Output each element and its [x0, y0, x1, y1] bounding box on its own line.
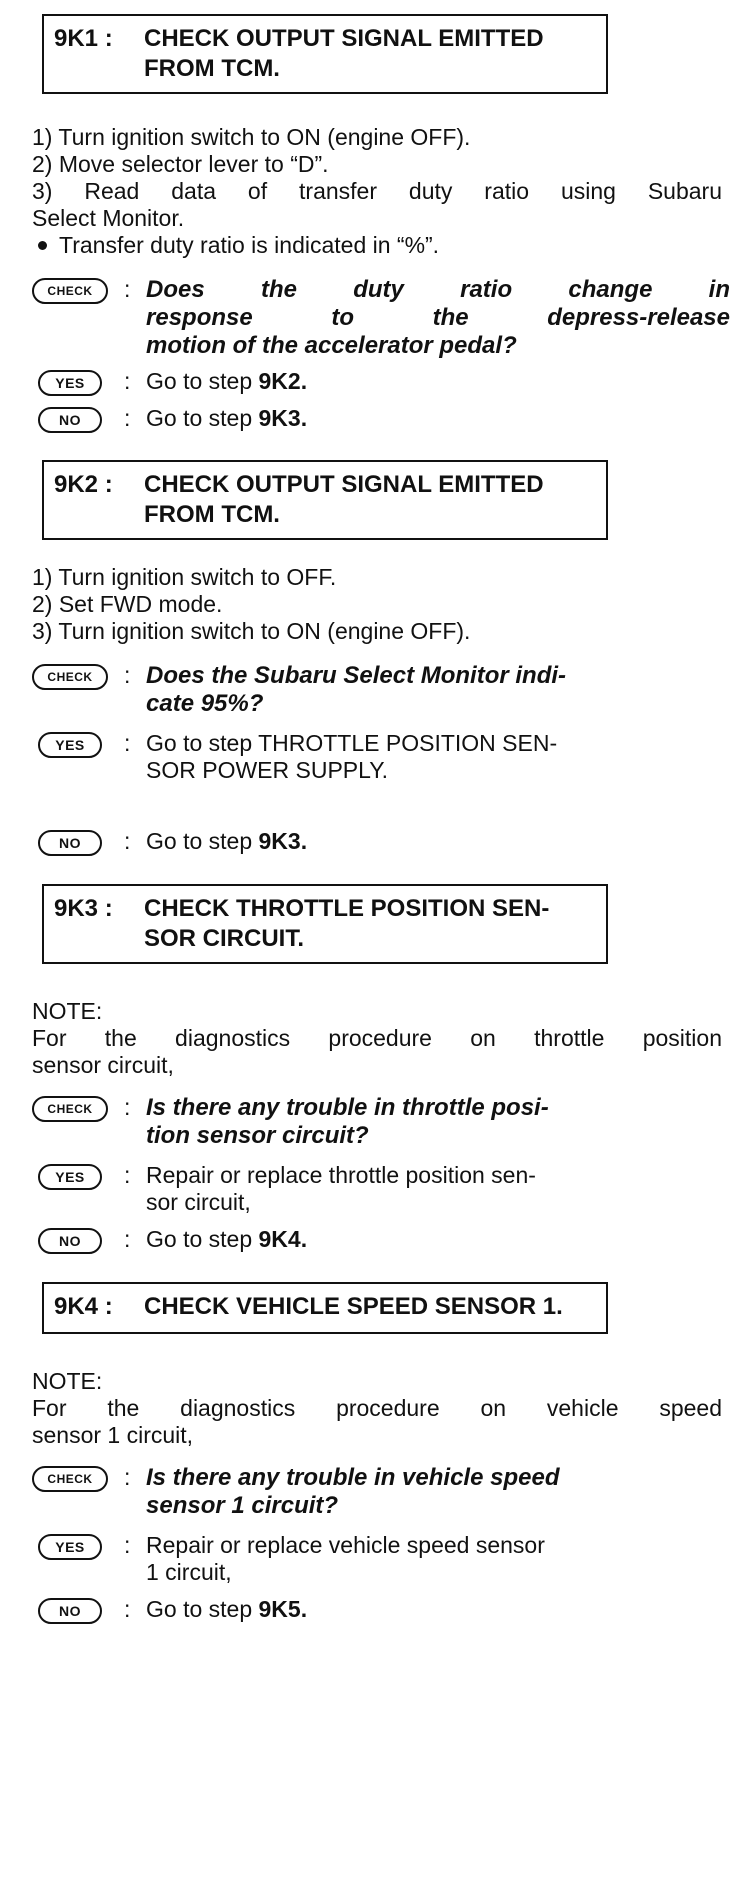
bullet-item: Transfer duty ratio is indicated in “%”. [32, 232, 722, 259]
manual-page: 9K1 : CHECK OUTPUT SIGNAL EMITTED FROM TCM. 1) Turn ignition switch to ON (engine OFF). 2) Move selector lever to “D”. 3) Read data of transfer duty ratio using Subaru Select Monitor. Transfer duty ratio is indicated in “%”. CHECK : Does the duty ratio change in response to the depress-release motion of the accelerator pedal? YES : Go to step 9K2. NO : Go to step 9K3. 9K2 : CHECK OUTPUT SIGNAL EMITTED FROM TCM. 1) Turn ignition switch to OFF. 2) Set FWD mode. 3) Turn ignition switch to ON (engine OFF). CHECK : Does the Subaru Select Monitor indi- cate 95%? YES : Go to step THROTTLE POSITION SEN- SOR POWER SUPPLY. NO : Go to step 9K3. 9K3 : CHECK THROTTLE POSITION SEN- SOR CIRCUIT. NOTE: For the diagnostics procedure on throttle position sensor circuit, CHECK : Is there any trouble in throttle posi- tion sensor circuit? YES : Repair or replace throttle position sen- sor circuit, NO : Go to step 9K4. 9K4 : CHECK VEHICLE SPEED SENSOR 1. NOTE: For the diagnostics procedure on vehicle speed sensor 1 circuit, CHECK : Is there any trouble in vehicle speed sensor 1 circuit? YES : Repair or replace vehicle speed sensor 1 circuit, NO : Go to step 9K5. [0, 0, 752, 1880]
check-question: Does the duty ratio change in response to the depress-release motion of the accelerator pedal? [146, 276, 730, 359]
step-title: CHECK VEHICLE SPEED SENSOR 1. [144, 1293, 563, 1320]
note-label: NOTE: [32, 998, 103, 1024]
note-text: For the diagnostics procedure on vehicle speed [32, 1395, 722, 1421]
step-header-9k2 [42, 460, 608, 540]
yes-result: Go to step THROTTLE POSITION SEN- SOR POWER SUPPLY. [146, 730, 558, 783]
note-label: NOTE: [32, 1368, 103, 1394]
yes-badge-icon: YES [38, 370, 102, 396]
instruction-1: 1) Turn ignition switch to OFF. [32, 564, 337, 590]
step-code: 9K2 : [54, 471, 113, 498]
step-code: 9K4 : [54, 1293, 113, 1320]
instruction-3: 3) Turn ignition switch to ON (engine OFF). [32, 618, 471, 644]
no-badge-icon: NO [38, 830, 102, 856]
step-code: 9K3 : [54, 895, 113, 922]
no-badge-icon: NO [38, 1228, 102, 1254]
step-header-9k3 [42, 884, 608, 964]
no-badge-icon: NO [38, 407, 102, 433]
check-badge-icon: CHECK [32, 1096, 108, 1122]
check-question: Does the Subaru Select Monitor indi- cate 95%? [146, 662, 567, 717]
step-code: 9K1 : [54, 25, 113, 52]
yes-badge-icon: YES [38, 732, 102, 758]
step-header-9k4 [42, 1282, 608, 1334]
no-badge-icon: NO [38, 1598, 102, 1624]
no-result: Go to step 9K3. [146, 405, 308, 431]
no-result: Go to step 9K4. [146, 1226, 308, 1252]
check-badge-icon: CHECK [32, 278, 108, 304]
yes-badge-icon: YES [38, 1534, 102, 1560]
note-text-cont: sensor circuit, [32, 1052, 174, 1078]
yes-result: Repair or replace vehicle speed sensor 1 circuit, [146, 1532, 545, 1585]
check-badge-icon: CHECK [32, 1466, 108, 1492]
instruction-2: 2) Set FWD mode. [32, 591, 223, 617]
no-result: Go to step 9K5. [146, 1596, 308, 1622]
instruction-3-cont: Select Monitor. [32, 205, 185, 231]
instruction-1: 1) Turn ignition switch to ON (engine OFF). [32, 124, 471, 150]
yes-badge-icon: YES [38, 1164, 102, 1190]
check-question: Is there any trouble in throttle posi- tion sensor circuit? [146, 1094, 549, 1149]
step-title: CHECK THROTTLE POSITION SEN- SOR CIRCUIT. [144, 895, 550, 952]
yes-result: Go to step 9K2. [146, 368, 308, 394]
instruction-3: 3) Read data of transfer duty ratio using Subaru [32, 178, 722, 204]
yes-result: Repair or replace throttle position sen- sor circuit, [146, 1162, 536, 1215]
no-result: Go to step 9K3. [146, 828, 308, 854]
check-badge-icon: CHECK [32, 664, 108, 690]
instruction-2: 2) Move selector lever to “D”. [32, 151, 329, 177]
step-title: CHECK OUTPUT SIGNAL EMITTED FROM TCM. [144, 471, 544, 528]
step-header-9k1 [42, 14, 608, 94]
bullet-icon [38, 241, 47, 250]
step-title: CHECK OUTPUT SIGNAL EMITTED FROM TCM. [144, 25, 544, 82]
note-text: For the diagnostics procedure on throttle position [32, 1025, 722, 1051]
note-text-cont: sensor 1 circuit, [32, 1422, 194, 1448]
check-question: Is there any trouble in vehicle speed sensor 1 circuit? [146, 1464, 560, 1519]
